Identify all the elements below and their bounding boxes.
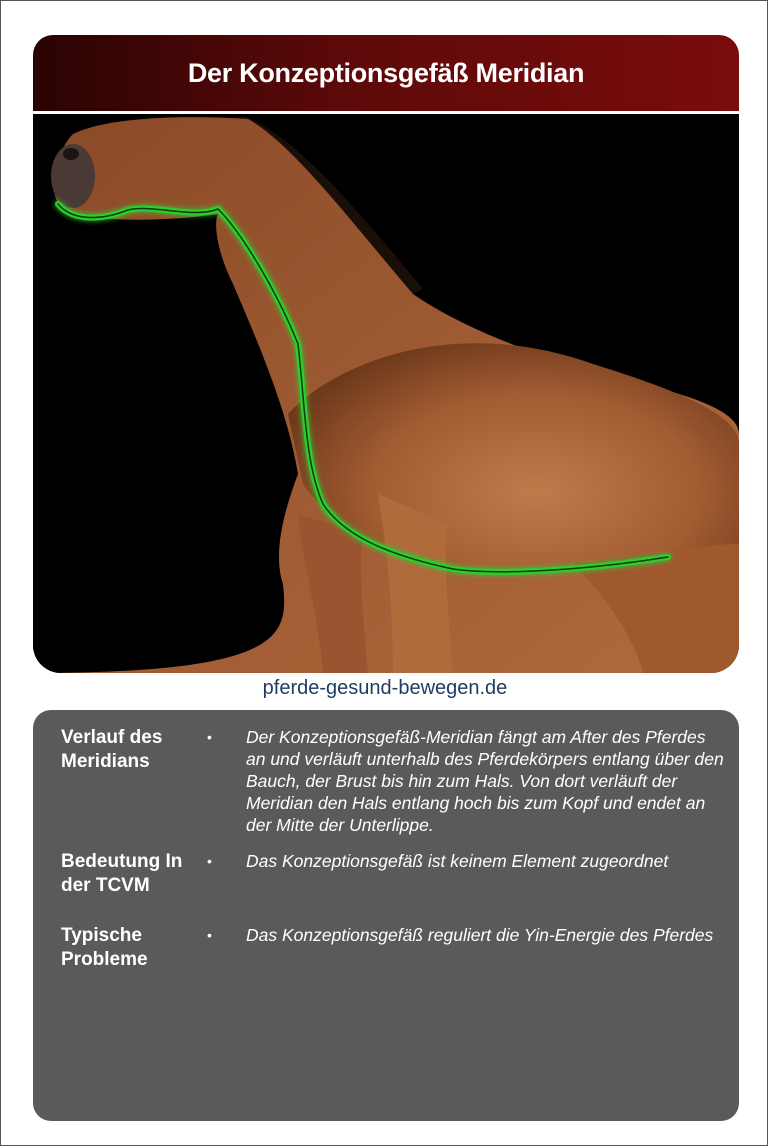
info-panel (33, 710, 739, 1121)
section-text: Das Konzeptionsgefäß reguliert die Yin-Energie des Pferdes (246, 925, 714, 945)
bullet-marker: • (207, 927, 212, 943)
section-label: Verlauf des Meridians (61, 727, 163, 772)
horse-illustration (33, 114, 739, 673)
section-text: Der Konzeptionsgefäß-Meridian fängt am After des Pferdes an und verläuft unterhalb des Pferdekörpers entlang über den Bauch, der Brust bis hin zum Hals. Von dort verläuft der Meridian den Hals entlang hoch bis zum Kopf und endet an der Mitte der Unterlippe. (246, 727, 724, 835)
section-label: Typische Probleme (61, 925, 148, 970)
section-label: Bedeutung In der TCVM (61, 851, 183, 896)
title-bar (33, 35, 739, 111)
website-link[interactable]: pferde-gesund-bewegen.de (262, 677, 508, 699)
bullet-marker: • (207, 729, 212, 745)
bullet-marker: • (207, 853, 212, 869)
horse-image (33, 114, 739, 673)
card-title: Der Konzeptionsgefäß Meridian (187, 57, 585, 88)
section-text: Das Konzeptionsgefäß ist keinem Element zugeordnet (246, 851, 669, 871)
